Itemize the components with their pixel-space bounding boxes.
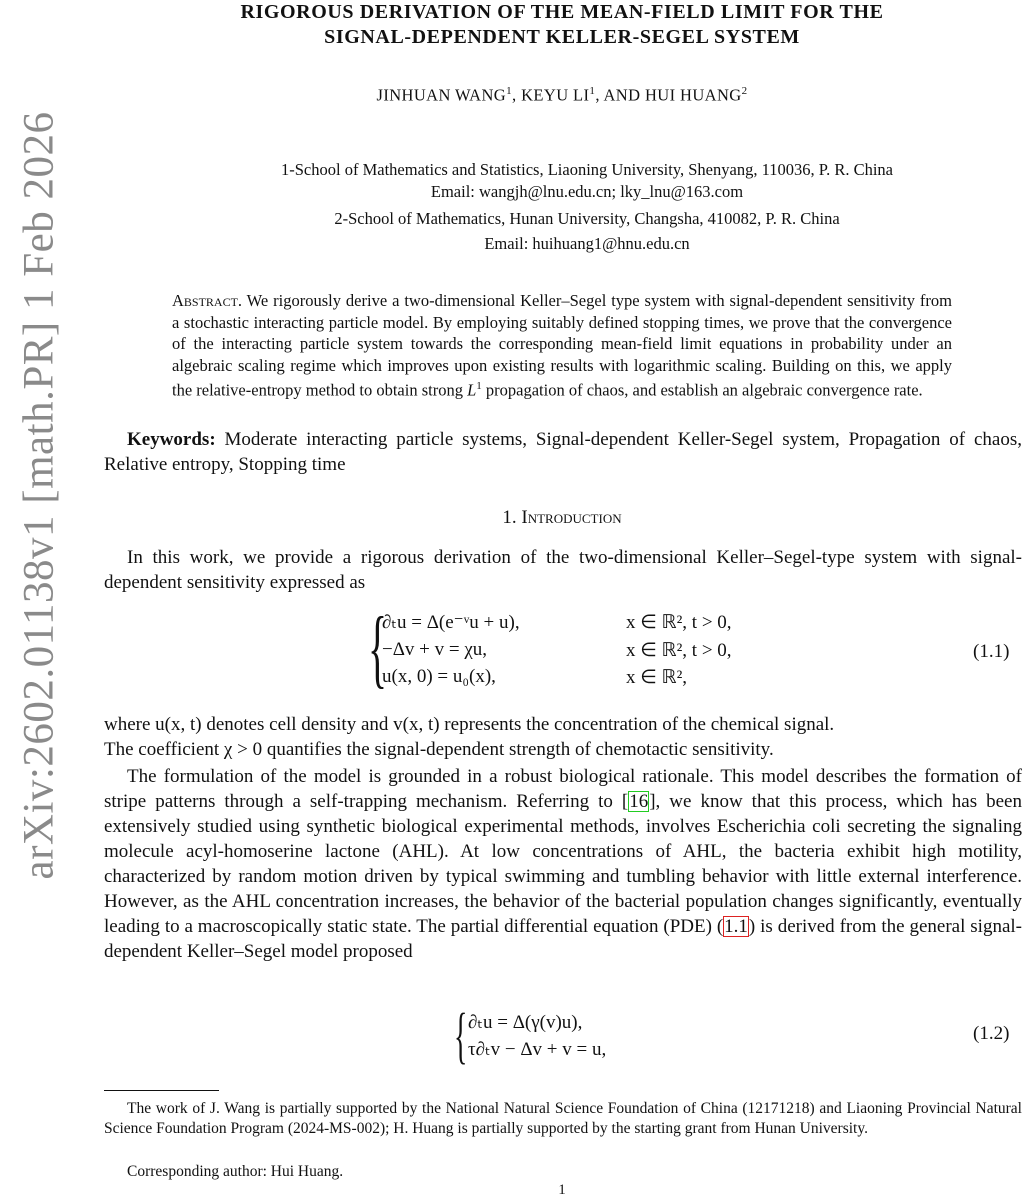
author-list: [100, 85, 1024, 106]
section-heading-introduction: [100, 507, 1024, 529]
left-brace: {: [368, 600, 388, 697]
footnote-funding: The work of J. Wang is partially supported by the National Natural Science Foundation of China (12171218) and Liaoning Provincial Natural Science Foundation Program (2024-MS-002); H. Huang is partially supported by the starting grant from Hunan University.: [104, 1100, 1022, 1137]
keywords: [104, 427, 1022, 477]
eq-row-lhs: −Δv + v = χu,: [382, 639, 488, 660]
paragraph-where: [104, 712, 1022, 762]
author-affil-marker: 1: [589, 85, 596, 97]
abstract-math-sup: 1: [476, 380, 482, 392]
eq-row-lhs: τ∂ₜv − Δv + v = u,: [468, 1039, 607, 1060]
eq-row-lhs: ∂ₜu = Δ(γ(v)u),: [468, 1012, 583, 1033]
author-and: , AND: [595, 85, 645, 105]
section-title: Introduction: [521, 507, 622, 528]
eq-row-lhs: ∂ₜu = Δ(e⁻ᵛu + u),: [382, 612, 520, 633]
paragraph-formulation: [104, 764, 1022, 964]
author-name: KEYU LI: [521, 85, 590, 105]
abstract-label: Abstract.: [172, 291, 243, 310]
equation-1-1: [368, 600, 788, 697]
equation-1-2: [454, 1002, 754, 1070]
equation-ref-link-1-1[interactable]: 1.1: [724, 916, 748, 937]
abstract-text: We rigorously derive a two-dimensional Keller–Segel type system with signal-dependent sensitivity from a stochastic interacting particle model. By employing suitably defined stopping times, we prove that the convergence of the interacting particle system towards the corresponding mean-field limit equations in probability under an algebraic scaling regime which improves upon existing results with logarithmic scaling. Building on this, we apply the relative-entropy method to obtain strong: [172, 291, 952, 400]
author-name: JINHUAN WANG: [376, 85, 507, 105]
keywords-text: Moderate interacting particle systems, Signal-dependent Keller-Segel system, Propagation of chaos, Relative entropy, Stopping time: [104, 429, 1022, 475]
abstract: [172, 290, 952, 401]
author-separator: ,: [512, 85, 522, 105]
eq-row-condition: x ∈ ℝ²,: [626, 667, 688, 688]
eq-row-condition: x ∈ ℝ², t > 0,: [626, 640, 732, 661]
paragraph-where-line-1: where u(x, t) denotes cell density and v(x, t) represents the concentration of the chemical signal.: [104, 714, 835, 735]
title-line-1: RIGOROUS DERIVATION OF THE MEAN-FIELD LIMIT FOR THE: [240, 1, 884, 23]
paragraph-text: ) is derived from the general signal-dependent Keller–Segel model proposed: [104, 916, 1022, 962]
footnote-corresponding-author: Corresponding author: Hui Huang.: [127, 1163, 344, 1180]
paragraph-text: ], we know that this process, which has been extensively studied using synthetic biological experimental methods, involves Escherichia coli secreting the signaling molecule acyl-homoserine lactone (AHL). At low concentrations of AHL, the bacteria exhibit high motility, characterized by random motion driven by typical swimming and tumbling behavior with little external interference. However, as the AHL concentration increases, the behavior of the bacterial population changes significantly, eventually leading to a macroscopically static state. The partial differential equation (PDE) (: [104, 791, 1022, 937]
equation-number-1-2: (1.2): [973, 1023, 1010, 1044]
arxiv-identifier-stamp: [4, 111, 74, 879]
eq-row-condition: x ∈ ℝ², t > 0,: [626, 612, 732, 633]
affiliation-1-email: Email: wangjh@lnu.edu.cn; lky_lnu@163.com: [430, 182, 744, 201]
affiliation-1: 1-School of Mathematics and Statistics, Liaoning University, Shenyang, 110036, P. R. China: [281, 160, 893, 179]
eq-row-lhs: u(x, 0) = u₀(x),: [382, 666, 496, 687]
abstract-math-L: L: [467, 380, 477, 400]
arxiv-stamp-text: arXiv:2602.01138v1 [math.PR] 1 Feb 2026: [15, 111, 63, 879]
paragraph-where-line-2: The coefficient χ > 0 quantifies the signal-dependent strength of chemotactic sensitivity.: [104, 739, 774, 760]
affiliation-2-email: Email: huihuang1@hnu.edu.cn: [484, 234, 690, 253]
page-number: 1: [558, 1182, 566, 1198]
author-affil-marker: 1: [506, 85, 513, 97]
equation-number-1-1: (1.1): [973, 641, 1010, 662]
author-affil-marker: 2: [741, 85, 748, 97]
abstract-text-end: propagation of chaos, and establish an algebraic convergence rate.: [481, 380, 923, 400]
citation-link-16[interactable]: 16: [629, 791, 649, 812]
keywords-label: Keywords:: [127, 429, 216, 450]
affiliation-2: 2-School of Mathematics, Hunan University, Changsha, 410082, P. R. China: [334, 209, 840, 228]
paper-title: [100, 0, 1024, 50]
footnote-divider: [104, 1090, 219, 1091]
section-number: 1.: [502, 507, 517, 528]
left-brace: {: [454, 1002, 468, 1070]
title-line-2: SIGNAL-DEPENDENT KELLER-SEGEL SYSTEM: [324, 26, 800, 48]
intro-paragraph-1: In this work, we provide a rigorous derivation of the two-dimensional Keller–Segel-type system with signal-dependent sensitivity expressed as: [104, 547, 1022, 593]
author-name: HUI HUANG: [644, 85, 742, 105]
paragraph-text: The formulation of the model is grounded in a robust biological rationale. This model describes the formation of stripe patterns through a self-trapping mechanism. Referring to [: [104, 766, 1022, 812]
